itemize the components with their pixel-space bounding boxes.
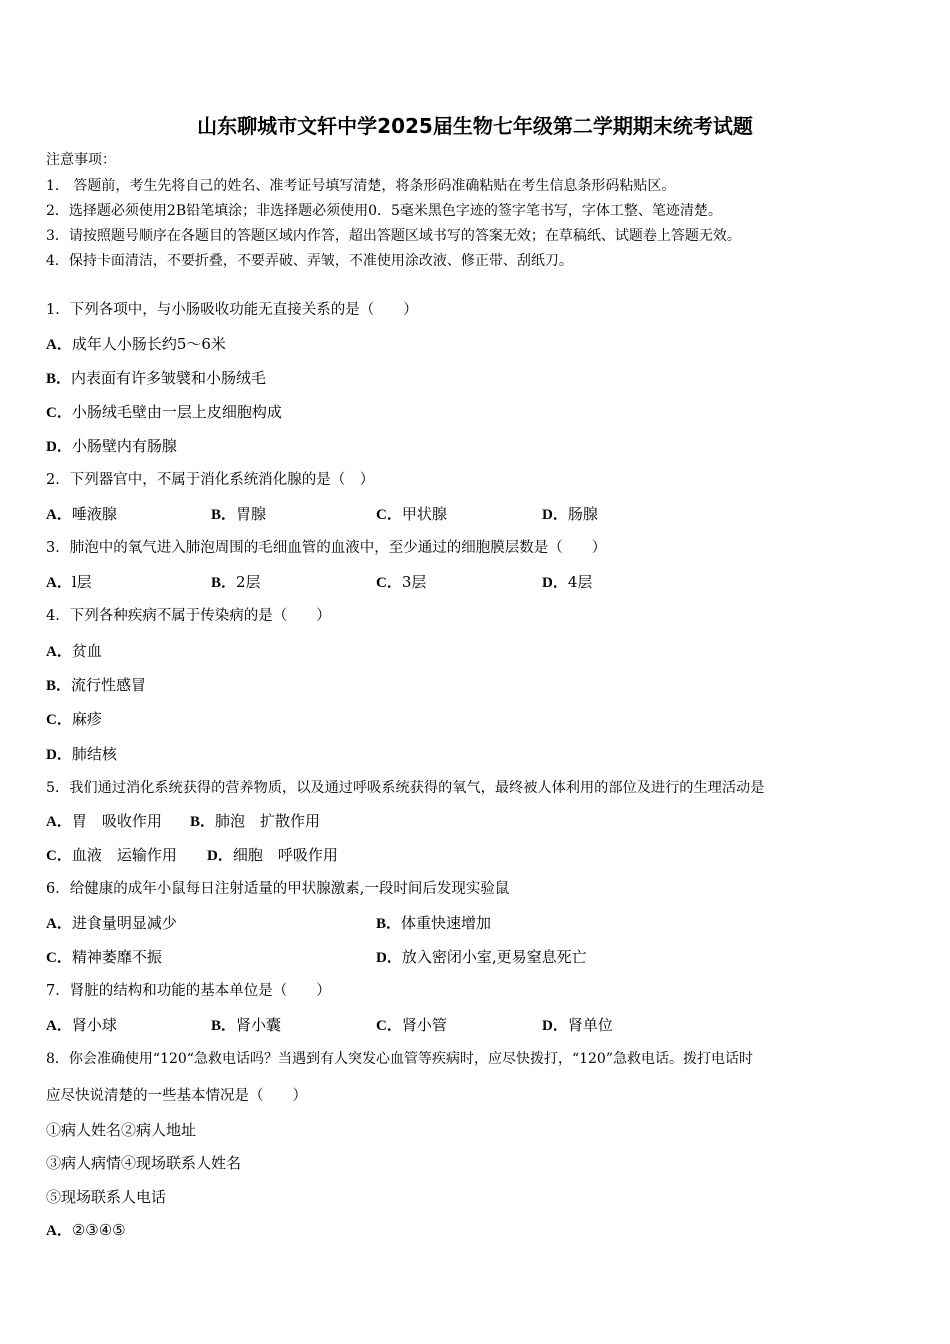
- option-label: C．: [46, 848, 72, 864]
- question-stem: 3．肺泡中的氧气进入肺泡周围的毛细血管的血液中，至少通过的细胞膜层数是（ ）: [46, 540, 607, 556]
- option-text: 精神萎靡不振: [71, 948, 162, 966]
- option-label: D．: [542, 507, 568, 523]
- option-label: D．: [376, 950, 402, 966]
- option-label: C．: [46, 950, 72, 966]
- option-label: A．: [46, 575, 72, 591]
- option-b: [211, 504, 266, 525]
- note-item: 3．请按照题号顺序在各题目的答题区域内作答，超出答题区域书写的答案无效；在草稿纸、试题卷上答题无效。: [46, 228, 741, 244]
- question-stem-continued: 应尽快说清楚的一些基本情况是（ ）: [46, 1088, 307, 1104]
- option-label: A．: [46, 337, 72, 353]
- option-label: A．: [46, 507, 72, 523]
- option-label: C．: [46, 405, 72, 421]
- option-label: D．: [46, 747, 72, 763]
- option-text: 肾小囊: [236, 1016, 282, 1034]
- question-stem: 1．下列各项中，与小肠吸收功能无直接关系的是（ ）: [46, 302, 418, 318]
- option-label: D．: [207, 848, 233, 864]
- option-a: [46, 641, 102, 662]
- question-stem: 8．你会准确使用“120“急救电话吗？当遇到有人突发心血管等疾病时，应尽快拨打，“120”急救电话。拨打电话时: [46, 1051, 753, 1067]
- option-text: 血液 运输作用: [71, 846, 177, 864]
- option-label: C．: [376, 1018, 402, 1034]
- option-label: A．: [46, 1018, 72, 1034]
- option-d: [542, 1015, 613, 1036]
- option-text: 甲状腺: [401, 505, 447, 523]
- option-d: [542, 572, 592, 593]
- option-text: 肾小管: [401, 1016, 447, 1034]
- option-label: A．: [46, 1223, 72, 1239]
- option-d: [376, 947, 587, 968]
- option-label: B．: [211, 507, 237, 523]
- option-b: [211, 572, 261, 593]
- option-a: [46, 913, 177, 934]
- question-stem: 6．给健康的成年小鼠每日注射适量的甲状腺激素,一段时间后发现实验鼠: [46, 881, 510, 897]
- note-item: 1． 答题前，考生先将自己的姓名、准考证号填写清楚，将条形码准确粘贴在考生信息条形码粘贴区。: [46, 178, 676, 194]
- option-text: 进食量明显减少: [71, 914, 177, 932]
- option-label: A．: [46, 644, 72, 660]
- option-text: 麻疹: [71, 710, 102, 728]
- option-a: [46, 811, 162, 832]
- option-text: 体重快速增加: [401, 914, 492, 932]
- option-text: 2层: [236, 573, 261, 591]
- option-c: [46, 709, 102, 730]
- option-d: [46, 744, 117, 765]
- option-c: [46, 947, 162, 968]
- option-d: [207, 845, 338, 866]
- option-c: [376, 572, 426, 593]
- option-d: [542, 504, 598, 525]
- option-text: 内表面有许多皱襞和小肠绒毛: [71, 369, 267, 387]
- option-d: [46, 436, 177, 457]
- option-a: [46, 334, 226, 355]
- option-label: C．: [46, 712, 72, 728]
- option-label: B．: [376, 916, 402, 932]
- question-stem: 4．下列各种疾病不属于传染病的是（ ）: [46, 608, 331, 624]
- option-label: B．: [46, 678, 72, 694]
- option-text: 肺结核: [71, 745, 117, 763]
- option-b: [211, 1015, 281, 1036]
- option-text: 肺泡 扩散作用: [215, 812, 321, 830]
- option-text: 小肠绒毛壁由一层上皮细胞构成: [71, 403, 282, 421]
- option-text: 肠腺: [567, 505, 598, 523]
- option-a: [46, 1015, 117, 1036]
- option-label: D．: [46, 439, 72, 455]
- list-item: ⑤现场联系人电话: [46, 1188, 167, 1206]
- option-label: A．: [46, 814, 72, 830]
- option-text: 成年人小肠长约5～6米: [71, 335, 226, 353]
- question-stem: 2．下列器官中，不属于消化系统消化腺的是（ ）: [46, 472, 375, 488]
- option-text: 小肠壁内有肠腺: [71, 437, 177, 455]
- option-b: [376, 913, 491, 934]
- option-label: C．: [376, 507, 402, 523]
- option-text: 流行性感冒: [71, 676, 147, 694]
- option-label: B．: [211, 575, 237, 591]
- option-b: [46, 675, 146, 696]
- question-stem: 5．我们通过消化系统获得的营养物质，以及通过呼吸系统获得的氧气，最终被人体利用的部位及进行的生理活动是: [46, 780, 765, 796]
- list-item: ①病人姓名②病人地址: [46, 1121, 197, 1139]
- option-label: B．: [211, 1018, 237, 1034]
- option-text: 胃腺: [236, 505, 267, 523]
- option-text: 细胞 呼吸作用: [232, 846, 338, 864]
- option-a: [46, 504, 117, 525]
- option-label: D．: [542, 1018, 568, 1034]
- note-item: 2．选择题必须使用2B铅笔填涂；非选择题必须使用0．5毫米黑色字迹的签字笔书写，字体工整、笔迹清楚。: [46, 203, 722, 219]
- option-text: 肾小球: [71, 1016, 117, 1034]
- option-text: ②③④⑤: [71, 1221, 126, 1239]
- option-text: 胃 吸收作用: [71, 812, 162, 830]
- option-label: D．: [542, 575, 568, 591]
- question-stem: 7．肾脏的结构和功能的基本单位是（ ）: [46, 983, 331, 999]
- option-text: 唾液腺: [71, 505, 117, 523]
- option-label: B．: [46, 371, 72, 387]
- option-a: [46, 1220, 126, 1241]
- option-c: [46, 845, 177, 866]
- option-text: 贫血: [71, 642, 102, 660]
- option-text: l层: [71, 573, 92, 591]
- option-text: 3层: [401, 573, 427, 591]
- note-item: 4．保持卡面清洁，不要折叠，不要弄破、弄皱，不准使用涂改液、修正带、刮纸刀。: [46, 253, 573, 269]
- page-title: 山东聊城市文轩中学2025届生物七年级第二学期期末统考试题: [197, 114, 753, 138]
- notes-heading: 注意事项：: [46, 152, 116, 168]
- option-text: 4层: [567, 573, 593, 591]
- list-item: ③病人病情④现场联系人姓名: [46, 1154, 242, 1172]
- option-c: [46, 402, 282, 423]
- option-b: [190, 811, 320, 832]
- option-text: 放入密闭小室,更易窒息死亡: [401, 948, 587, 966]
- option-text: 肾单位: [567, 1016, 613, 1034]
- option-c: [376, 1015, 447, 1036]
- option-a: [46, 572, 92, 593]
- option-label: C．: [376, 575, 402, 591]
- option-b: [46, 368, 266, 389]
- option-c: [376, 504, 447, 525]
- option-label: A．: [46, 916, 72, 932]
- option-label: B．: [190, 814, 216, 830]
